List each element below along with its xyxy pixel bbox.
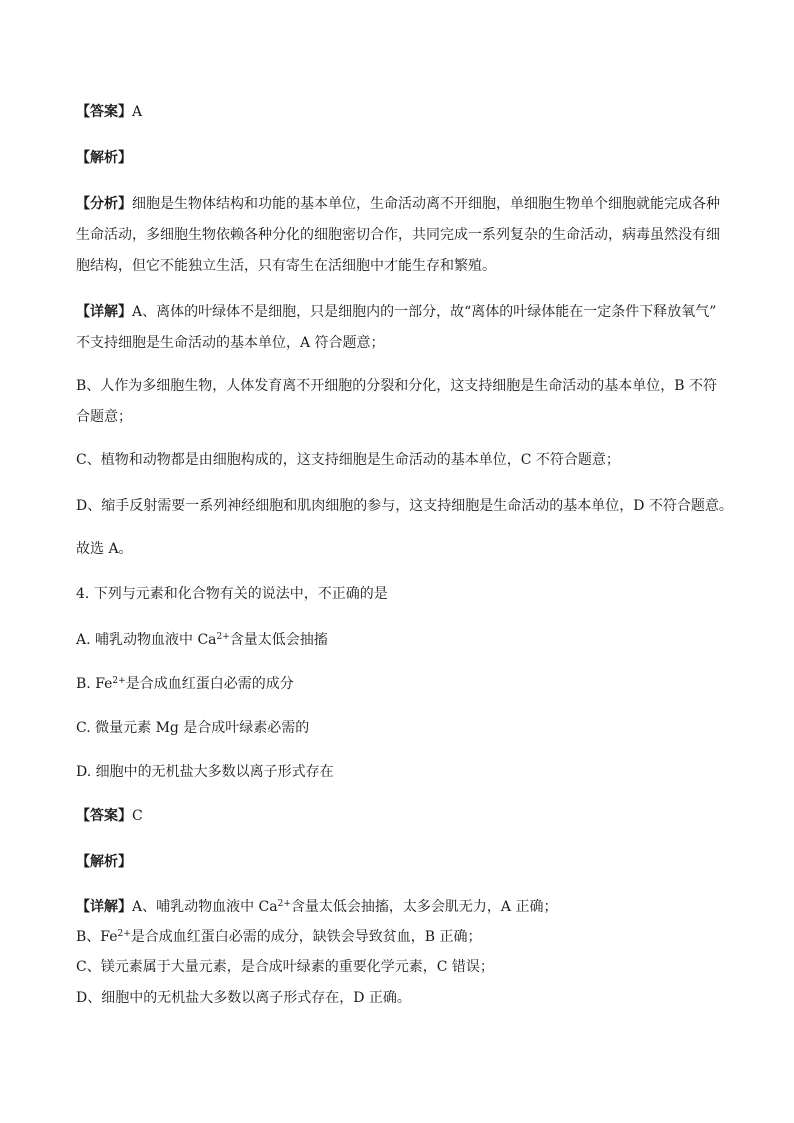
q3-fenxi-label: 【分析】: [76, 196, 132, 212]
q4-option-b-pre: B. Fe: [76, 676, 113, 692]
q4-detail-d: D、细胞中的无机盐大多数以离子形式存在，D 正确。: [76, 990, 411, 1006]
q3-answer-value: A: [132, 104, 143, 120]
q3-detail-line-2: 不支持细胞是生命活动的基本单位，A 符合题意；: [76, 335, 385, 351]
q4-detail-c: C、镁元素属于大量元素，是合成叶绿素的重要化学元素，C 错误；: [76, 959, 494, 975]
q4-detail-a-post: 含量太低会抽搐，太多会肌无力，A 正确；: [290, 899, 558, 915]
q4-detail-label: 【详解】: [76, 899, 132, 915]
q3-option-b-line-1: B、人作为多细胞生物，人体发育离不开细胞的分裂和分化，这支持细胞是生命活动的基本单位，B 不符: [76, 378, 718, 394]
q3-option-c: C、植物和动物都是由细胞构成的，这支持细胞是生命活动的基本单位，C 不符合题意；: [76, 452, 620, 468]
q3-fenxi-line-3: 胞结构，但它不能独立生活，只有寄生在活细胞中才能生存和繁殖。: [76, 258, 496, 274]
q3-answer: [76, 102, 142, 122]
q3-fenxi-line-1: [76, 194, 720, 214]
q3-detail-text-1: A、离体的叶绿体不是细胞，只是细胞内的一部分，故“离体的叶绿体能在一定条件下释放氧气”: [132, 304, 717, 320]
q4-detail-a: [76, 897, 557, 917]
q4-detail-b-pre: B、Fe: [76, 929, 118, 945]
q4-detail-a-sup: 2+: [277, 899, 291, 909]
q4-option-a-post: 含量太低会抽搐: [229, 632, 328, 648]
q4-option-c: C. 微量元素 Mg 是合成叶绿素必需的: [76, 720, 310, 736]
q3-option-d: D、缩手反射需要一系列神经细胞和肌肉细胞的参与，这支持细胞是生命活动的基本单位，D 不符合题意。: [76, 498, 733, 514]
q4-option-a-sup: 2+: [216, 632, 230, 642]
q4-question: 4. 下列与元素和化合物有关的说法中，不正确的是: [76, 586, 388, 602]
q4-option-a-pre: A. 哺乳动物血液中 Ca: [76, 632, 217, 648]
q3-detail-label: 【详解】: [76, 304, 132, 320]
q3-answer-label: 【答案】: [76, 104, 132, 120]
q4-option-d: D. 细胞中的无机盐大多数以离子形式存在: [76, 764, 334, 780]
q4-option-a: [76, 630, 328, 650]
q3-option-b-line-2: 合题意；: [76, 409, 132, 425]
q4-detail-b-sup: 2+: [117, 929, 131, 939]
q4-detail-b: [76, 927, 482, 947]
q3-analysis-label: 【解析】: [76, 150, 132, 166]
q4-option-b-post: 是合成血红蛋白必需的成分: [125, 676, 294, 692]
q4-detail-a-pre: A、哺乳动物血液中 Ca: [132, 899, 278, 915]
q4-answer: [76, 806, 143, 826]
q3-detail-line-1: [76, 302, 716, 322]
q4-option-b-sup: 2+: [112, 676, 126, 686]
q4-answer-label: 【答案】: [76, 808, 132, 824]
q4-analysis-label: 【解析】: [76, 854, 132, 870]
q4-option-b: [76, 674, 294, 694]
q3-fenxi-text-1: 细胞是生物体结构和功能的基本单位，生命活动离不开细胞，单细胞生物单个细胞就能完成各种: [132, 196, 720, 212]
q3-fenxi-line-2: 生命活动，多细胞生物依赖各种分化的细胞密切合作，共同完成一系列复杂的生命活动，病毒虽然没有细: [76, 227, 720, 243]
q4-answer-value: C: [132, 808, 143, 824]
q3-conclusion: 故选 A。: [76, 541, 133, 557]
q4-detail-b-post: 是合成血红蛋白必需的成分，缺铁会导致贫血，B 正确；: [130, 929, 482, 945]
